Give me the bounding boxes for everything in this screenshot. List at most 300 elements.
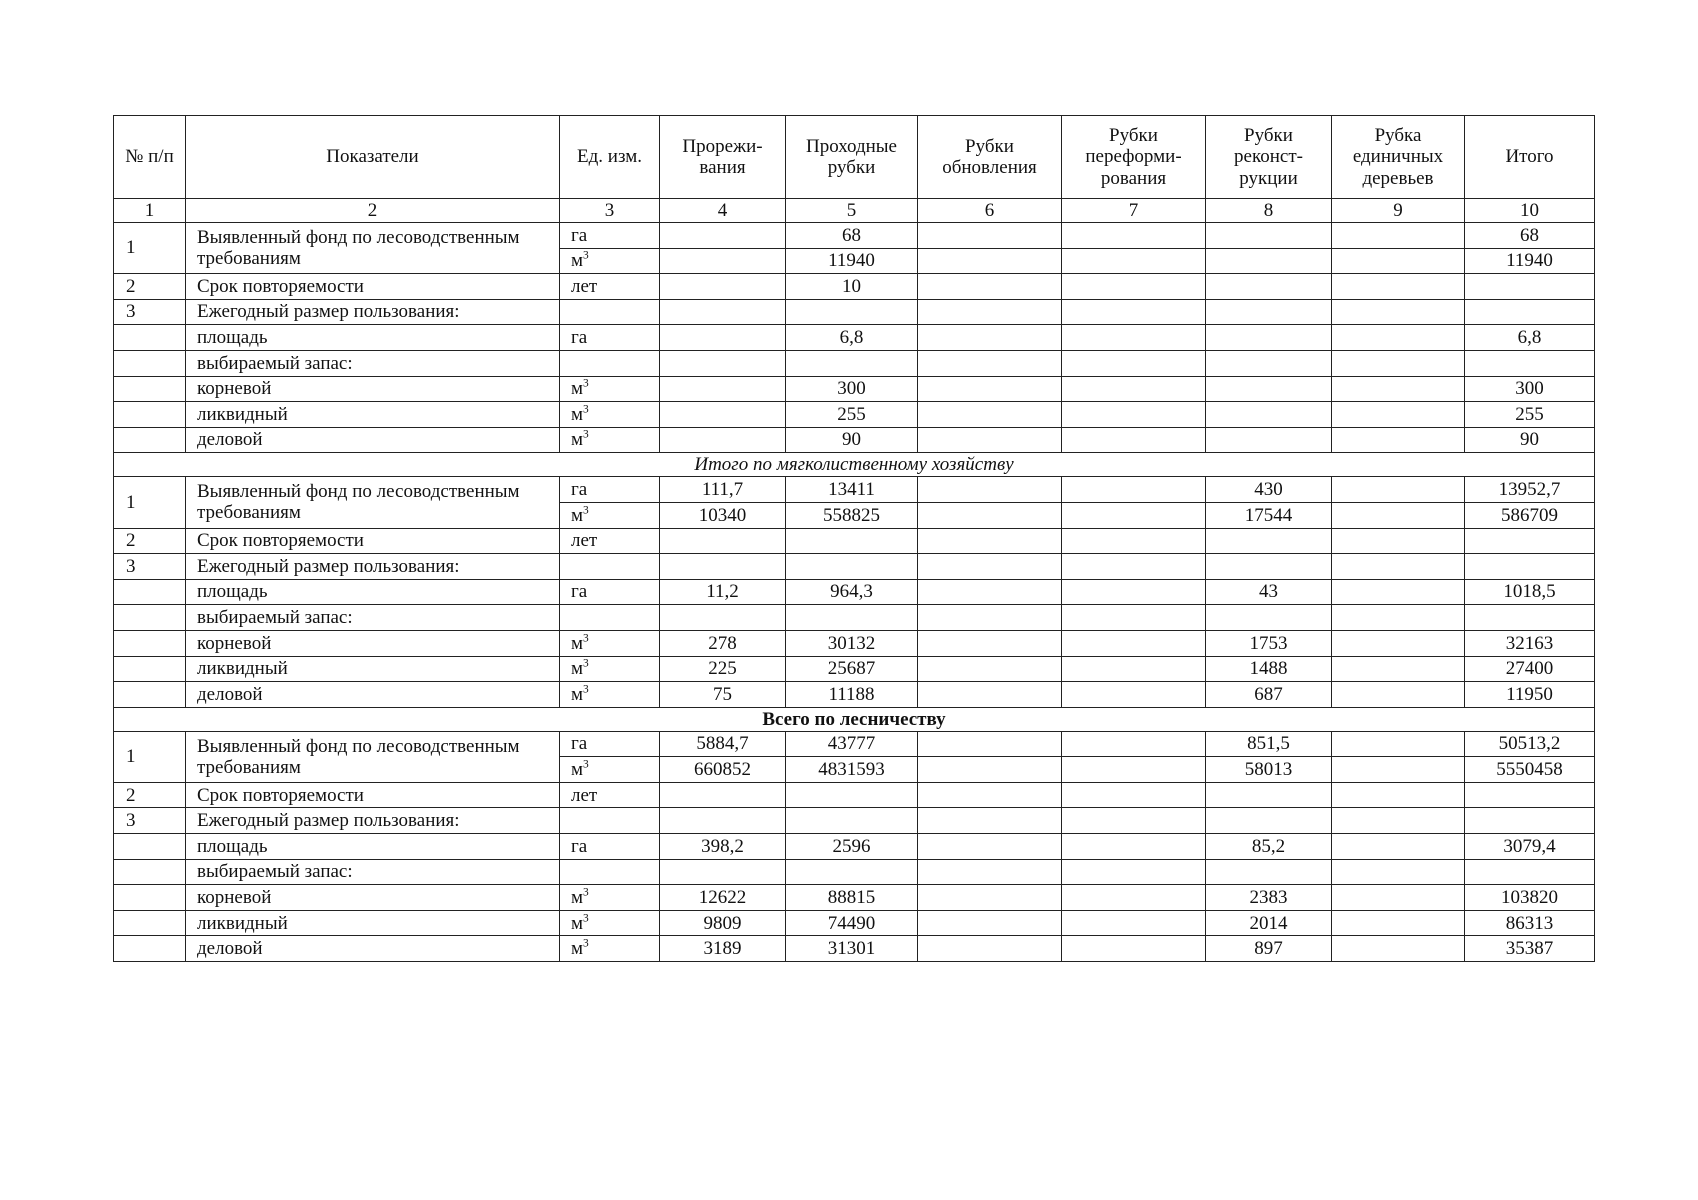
value-cell — [1062, 731, 1206, 757]
value-cell — [786, 299, 918, 325]
value-cell — [1332, 554, 1465, 580]
table-row — [114, 376, 1595, 402]
table-row — [114, 885, 1595, 911]
value-cell: 32163 — [1465, 630, 1595, 656]
value-cell — [1332, 656, 1465, 682]
header-row — [114, 116, 1595, 199]
value-cell — [1206, 402, 1332, 428]
row-number-cell — [114, 936, 186, 962]
value-cell — [1332, 502, 1465, 528]
value-cell — [1206, 782, 1332, 808]
table-row — [114, 477, 1595, 503]
unit-exponent: 3 — [583, 912, 589, 925]
table-row — [114, 325, 1595, 351]
value-cell: 1753 — [1206, 630, 1332, 656]
unit-cell: $м^3$ — [560, 427, 660, 453]
column-number: 7 — [1062, 199, 1206, 223]
unit-cell: $м^3$ — [560, 502, 660, 528]
value-cell: 851,5 — [1206, 731, 1332, 757]
value-cell — [1332, 299, 1465, 325]
row-number-cell: 3 — [114, 808, 186, 834]
value-cell: 10340 — [660, 502, 786, 528]
value-cell — [660, 274, 786, 300]
value-cell — [1465, 350, 1595, 376]
value-cell — [1062, 477, 1206, 503]
value-cell — [918, 274, 1062, 300]
value-cell: 2596 — [786, 834, 918, 860]
value-cell — [660, 248, 786, 274]
indicator-cell: корневой — [186, 885, 560, 911]
value-cell — [1206, 528, 1332, 554]
value-cell: 90 — [1465, 427, 1595, 453]
value-cell: 10 — [786, 274, 918, 300]
unit-exponent: 3 — [583, 886, 589, 899]
value-cell — [660, 376, 786, 402]
value-cell — [1332, 402, 1465, 428]
value-cell: 17544 — [1206, 502, 1332, 528]
value-cell: 3189 — [660, 936, 786, 962]
unit-exponent: 3 — [583, 429, 589, 442]
indicator-cell: Выявленный фонд по лесоводственным требованиям — [186, 477, 560, 528]
table-row — [114, 808, 1595, 834]
value-cell — [1062, 502, 1206, 528]
value-cell — [1332, 936, 1465, 962]
value-cell — [1062, 376, 1206, 402]
value-cell: 6,8 — [1465, 325, 1595, 351]
row-number-cell — [114, 427, 186, 453]
table-row — [114, 656, 1595, 682]
unit-cell: $м^3$ — [560, 757, 660, 783]
value-cell — [918, 554, 1062, 580]
value-cell — [1332, 782, 1465, 808]
table-body — [114, 199, 1595, 962]
value-cell — [786, 554, 918, 580]
value-cell: 300 — [1465, 376, 1595, 402]
row-number-cell — [114, 376, 186, 402]
value-cell — [918, 579, 1062, 605]
unit-cell: $м^3$ — [560, 682, 660, 708]
value-cell — [660, 299, 786, 325]
value-cell — [1206, 248, 1332, 274]
value-cell — [1062, 274, 1206, 300]
value-cell — [1332, 834, 1465, 860]
value-cell — [1062, 427, 1206, 453]
column-number: 9 — [1332, 199, 1465, 223]
value-cell — [1465, 528, 1595, 554]
value-cell: 2014 — [1206, 910, 1332, 936]
value-cell — [1332, 528, 1465, 554]
value-cell: 12622 — [660, 885, 786, 911]
value-cell — [1332, 579, 1465, 605]
unit-cell — [560, 350, 660, 376]
value-cell — [1062, 859, 1206, 885]
value-cell: 964,3 — [786, 579, 918, 605]
value-cell — [1206, 859, 1332, 885]
indicator-cell: ликвидный — [186, 402, 560, 428]
indicator-cell: деловой — [186, 427, 560, 453]
indicator-cell: ликвидный — [186, 656, 560, 682]
indicator-cell: выбираемый запас: — [186, 605, 560, 631]
unit-cell: га — [560, 223, 660, 249]
value-cell — [660, 427, 786, 453]
table-row — [114, 299, 1595, 325]
unit-exponent: 3 — [583, 657, 589, 670]
unit-cell: $м^3$ — [560, 630, 660, 656]
column-number: 1 — [114, 199, 186, 223]
unit-cell — [560, 859, 660, 885]
unit-exponent: 3 — [583, 683, 589, 696]
value-cell: 103820 — [1465, 885, 1595, 911]
unit-exponent: 3 — [583, 249, 589, 262]
indicator-cell: корневой — [186, 376, 560, 402]
value-cell — [918, 910, 1062, 936]
value-cell — [1332, 427, 1465, 453]
row-number-cell — [114, 834, 186, 860]
row-number-cell: 3 — [114, 299, 186, 325]
value-cell — [786, 808, 918, 834]
value-cell — [1062, 223, 1206, 249]
value-cell — [1332, 910, 1465, 936]
value-cell — [918, 656, 1062, 682]
value-cell — [918, 325, 1062, 351]
value-cell — [918, 859, 1062, 885]
indicator-cell: Срок повторяемости — [186, 528, 560, 554]
value-cell — [1062, 885, 1206, 911]
row-number-cell — [114, 605, 186, 631]
value-cell: 30132 — [786, 630, 918, 656]
value-cell — [786, 528, 918, 554]
value-cell — [1332, 248, 1465, 274]
value-cell — [1206, 325, 1332, 351]
header-number: № п/п — [114, 116, 186, 199]
forest-use-table — [113, 115, 1595, 962]
column-number: 10 — [1465, 199, 1595, 223]
value-cell — [1206, 808, 1332, 834]
value-cell — [1206, 299, 1332, 325]
value-cell — [1465, 299, 1595, 325]
indicator-cell: Ежегодный размер пользования: — [186, 808, 560, 834]
value-cell — [1332, 731, 1465, 757]
value-cell: 398,2 — [660, 834, 786, 860]
table-row — [114, 528, 1595, 554]
unit-cell: $м^3$ — [560, 936, 660, 962]
row-number-cell — [114, 402, 186, 428]
value-cell: 660852 — [660, 757, 786, 783]
value-cell: 85,2 — [1206, 834, 1332, 860]
value-cell: 90 — [786, 427, 918, 453]
value-cell — [918, 782, 1062, 808]
value-cell: 68 — [786, 223, 918, 249]
indicator-cell: Срок повторяемости — [186, 274, 560, 300]
unit-cell: $м^3$ — [560, 376, 660, 402]
value-cell — [786, 605, 918, 631]
unit-cell — [560, 808, 660, 834]
value-cell — [1062, 630, 1206, 656]
value-cell — [1465, 808, 1595, 834]
indicator-cell: Срок повторяемости — [186, 782, 560, 808]
value-cell — [1062, 910, 1206, 936]
unit-cell: лет — [560, 528, 660, 554]
row-number-cell — [114, 325, 186, 351]
value-cell — [918, 376, 1062, 402]
value-cell — [1206, 376, 1332, 402]
unit-cell: га — [560, 579, 660, 605]
value-cell — [918, 757, 1062, 783]
value-cell — [918, 477, 1062, 503]
table-row — [114, 350, 1595, 376]
value-cell — [1062, 757, 1206, 783]
value-cell — [918, 885, 1062, 911]
value-cell — [1062, 579, 1206, 605]
value-cell: 25687 — [786, 656, 918, 682]
row-number-cell — [114, 630, 186, 656]
value-cell: 58013 — [1206, 757, 1332, 783]
value-cell — [786, 782, 918, 808]
unit-exponent: 3 — [583, 377, 589, 390]
value-cell — [1332, 223, 1465, 249]
section-title: Итого по мягколиственному хозяйству — [114, 453, 1595, 477]
column-number: 4 — [660, 199, 786, 223]
column-number-row — [114, 199, 1595, 223]
value-cell — [660, 782, 786, 808]
indicator-cell: Ежегодный размер пользования: — [186, 554, 560, 580]
value-cell — [1062, 808, 1206, 834]
value-cell — [1062, 325, 1206, 351]
value-cell — [918, 248, 1062, 274]
indicator-cell: деловой — [186, 682, 560, 708]
value-cell: 11940 — [1465, 248, 1595, 274]
value-cell — [918, 299, 1062, 325]
value-cell — [1062, 554, 1206, 580]
unit-cell: $м^3$ — [560, 656, 660, 682]
value-cell: 1018,5 — [1465, 579, 1595, 605]
value-cell — [660, 554, 786, 580]
value-cell — [1062, 936, 1206, 962]
value-cell — [918, 682, 1062, 708]
value-cell — [918, 502, 1062, 528]
value-cell — [918, 605, 1062, 631]
header-reformation-cutting: Рубки переформи-рования — [1062, 116, 1206, 199]
value-cell — [918, 834, 1062, 860]
unit-exponent: 3 — [583, 758, 589, 771]
row-number-cell — [114, 682, 186, 708]
table-row — [114, 936, 1595, 962]
unit-cell: $м^3$ — [560, 885, 660, 911]
value-cell — [660, 528, 786, 554]
value-cell — [1206, 554, 1332, 580]
value-cell — [918, 528, 1062, 554]
value-cell: 5550458 — [1465, 757, 1595, 783]
header-single-tree-cutting: Рубка единичных деревьев — [1332, 116, 1465, 199]
table-row — [114, 554, 1595, 580]
value-cell: 6,8 — [786, 325, 918, 351]
indicator-cell: Выявленный фонд по лесоводственным требованиям — [186, 731, 560, 782]
unit-cell: га — [560, 325, 660, 351]
unit-exponent: 3 — [583, 504, 589, 517]
value-cell: 13952,7 — [1465, 477, 1595, 503]
column-number: 3 — [560, 199, 660, 223]
table-row — [114, 402, 1595, 428]
row-number-cell: 1 — [114, 731, 186, 782]
unit-cell: га — [560, 477, 660, 503]
row-number-cell — [114, 656, 186, 682]
indicator-cell: ликвидный — [186, 910, 560, 936]
value-cell: 68 — [1465, 223, 1595, 249]
value-cell — [1332, 376, 1465, 402]
value-cell: 5884,7 — [660, 731, 786, 757]
section-title: Всего по лесничеству — [114, 707, 1595, 731]
header-commercial-thinning: Проходные рубки — [786, 116, 918, 199]
indicator-cell: Выявленный фонд по лесоводственным требованиям — [186, 223, 560, 274]
value-cell — [1062, 782, 1206, 808]
unit-exponent: 3 — [583, 632, 589, 645]
unit-exponent: 3 — [583, 403, 589, 416]
table-row — [114, 731, 1595, 757]
indicator-cell: выбираемый запас: — [186, 350, 560, 376]
row-number-cell — [114, 859, 186, 885]
value-cell: 75 — [660, 682, 786, 708]
value-cell — [1062, 834, 1206, 860]
value-cell: 31301 — [786, 936, 918, 962]
unit-cell: га — [560, 731, 660, 757]
value-cell — [1062, 682, 1206, 708]
value-cell — [918, 630, 1062, 656]
value-cell: 11950 — [1465, 682, 1595, 708]
value-cell — [1332, 885, 1465, 911]
value-cell — [918, 350, 1062, 376]
value-cell — [660, 808, 786, 834]
value-cell — [660, 223, 786, 249]
value-cell: 2383 — [1206, 885, 1332, 911]
value-cell — [918, 936, 1062, 962]
value-cell: 300 — [786, 376, 918, 402]
value-cell — [1062, 656, 1206, 682]
value-cell: 3079,4 — [1465, 834, 1595, 860]
value-cell — [1332, 350, 1465, 376]
value-cell: 278 — [660, 630, 786, 656]
section-title-row — [114, 453, 1595, 477]
value-cell: 111,7 — [660, 477, 786, 503]
value-cell — [660, 402, 786, 428]
header-reconstruction-cutting: Рубки реконст-рукции — [1206, 116, 1332, 199]
value-cell: 50513,2 — [1465, 731, 1595, 757]
value-cell — [1062, 605, 1206, 631]
value-cell: 13411 — [786, 477, 918, 503]
value-cell — [1465, 274, 1595, 300]
value-cell: 86313 — [1465, 910, 1595, 936]
row-number-cell — [114, 579, 186, 605]
unit-cell: лет — [560, 274, 660, 300]
column-number: 5 — [786, 199, 918, 223]
value-cell — [1332, 605, 1465, 631]
table-row — [114, 834, 1595, 860]
unit-exponent: 3 — [583, 937, 589, 950]
unit-cell: $м^3$ — [560, 402, 660, 428]
value-cell — [1332, 859, 1465, 885]
value-cell — [1465, 554, 1595, 580]
value-cell — [1332, 682, 1465, 708]
row-number-cell — [114, 885, 186, 911]
row-number-cell — [114, 910, 186, 936]
value-cell — [660, 859, 786, 885]
table-row — [114, 782, 1595, 808]
header-indicators: Показатели — [186, 116, 560, 199]
value-cell — [918, 427, 1062, 453]
value-cell: 43 — [1206, 579, 1332, 605]
value-cell — [1062, 528, 1206, 554]
value-cell — [1465, 782, 1595, 808]
value-cell: 255 — [786, 402, 918, 428]
header-thinning: Прорежи-вания — [660, 116, 786, 199]
table-row — [114, 630, 1595, 656]
indicator-cell: Ежегодный размер пользования: — [186, 299, 560, 325]
unit-cell: $м^3$ — [560, 248, 660, 274]
value-cell — [1332, 630, 1465, 656]
indicator-cell: корневой — [186, 630, 560, 656]
indicator-cell: площадь — [186, 579, 560, 605]
value-cell — [1206, 427, 1332, 453]
table-row — [114, 605, 1595, 631]
value-cell — [1206, 350, 1332, 376]
value-cell — [1332, 325, 1465, 351]
unit-cell: $м^3$ — [560, 910, 660, 936]
header-unit: Ед. изм. — [560, 116, 660, 199]
header-renewal-cutting: Рубки обновления — [918, 116, 1062, 199]
value-cell — [786, 859, 918, 885]
unit-cell — [560, 605, 660, 631]
table-row — [114, 223, 1595, 249]
value-cell: 11940 — [786, 248, 918, 274]
table-row — [114, 682, 1595, 708]
value-cell — [1206, 274, 1332, 300]
row-number-cell: 2 — [114, 274, 186, 300]
indicator-cell: площадь — [186, 834, 560, 860]
value-cell: 11188 — [786, 682, 918, 708]
table-row — [114, 274, 1595, 300]
value-cell — [918, 402, 1062, 428]
value-cell: 11,2 — [660, 579, 786, 605]
unit-cell — [560, 554, 660, 580]
table-row — [114, 579, 1595, 605]
indicator-cell: выбираемый запас: — [186, 859, 560, 885]
value-cell — [1465, 605, 1595, 631]
value-cell — [1332, 757, 1465, 783]
value-cell — [918, 223, 1062, 249]
header-total: Итого — [1465, 116, 1595, 199]
column-number: 2 — [186, 199, 560, 223]
table-row — [114, 427, 1595, 453]
table-row — [114, 910, 1595, 936]
value-cell — [660, 605, 786, 631]
value-cell: 586709 — [1465, 502, 1595, 528]
indicator-cell: деловой — [186, 936, 560, 962]
value-cell — [1062, 299, 1206, 325]
value-cell — [1206, 605, 1332, 631]
column-number: 6 — [918, 199, 1062, 223]
value-cell — [1332, 477, 1465, 503]
value-cell: 687 — [1206, 682, 1332, 708]
row-number-cell: 2 — [114, 782, 186, 808]
value-cell: 430 — [1206, 477, 1332, 503]
value-cell: 255 — [1465, 402, 1595, 428]
value-cell: 35387 — [1465, 936, 1595, 962]
value-cell — [1332, 274, 1465, 300]
row-number-cell: 3 — [114, 554, 186, 580]
value-cell — [1332, 808, 1465, 834]
value-cell: 88815 — [786, 885, 918, 911]
value-cell — [786, 350, 918, 376]
value-cell — [1206, 223, 1332, 249]
